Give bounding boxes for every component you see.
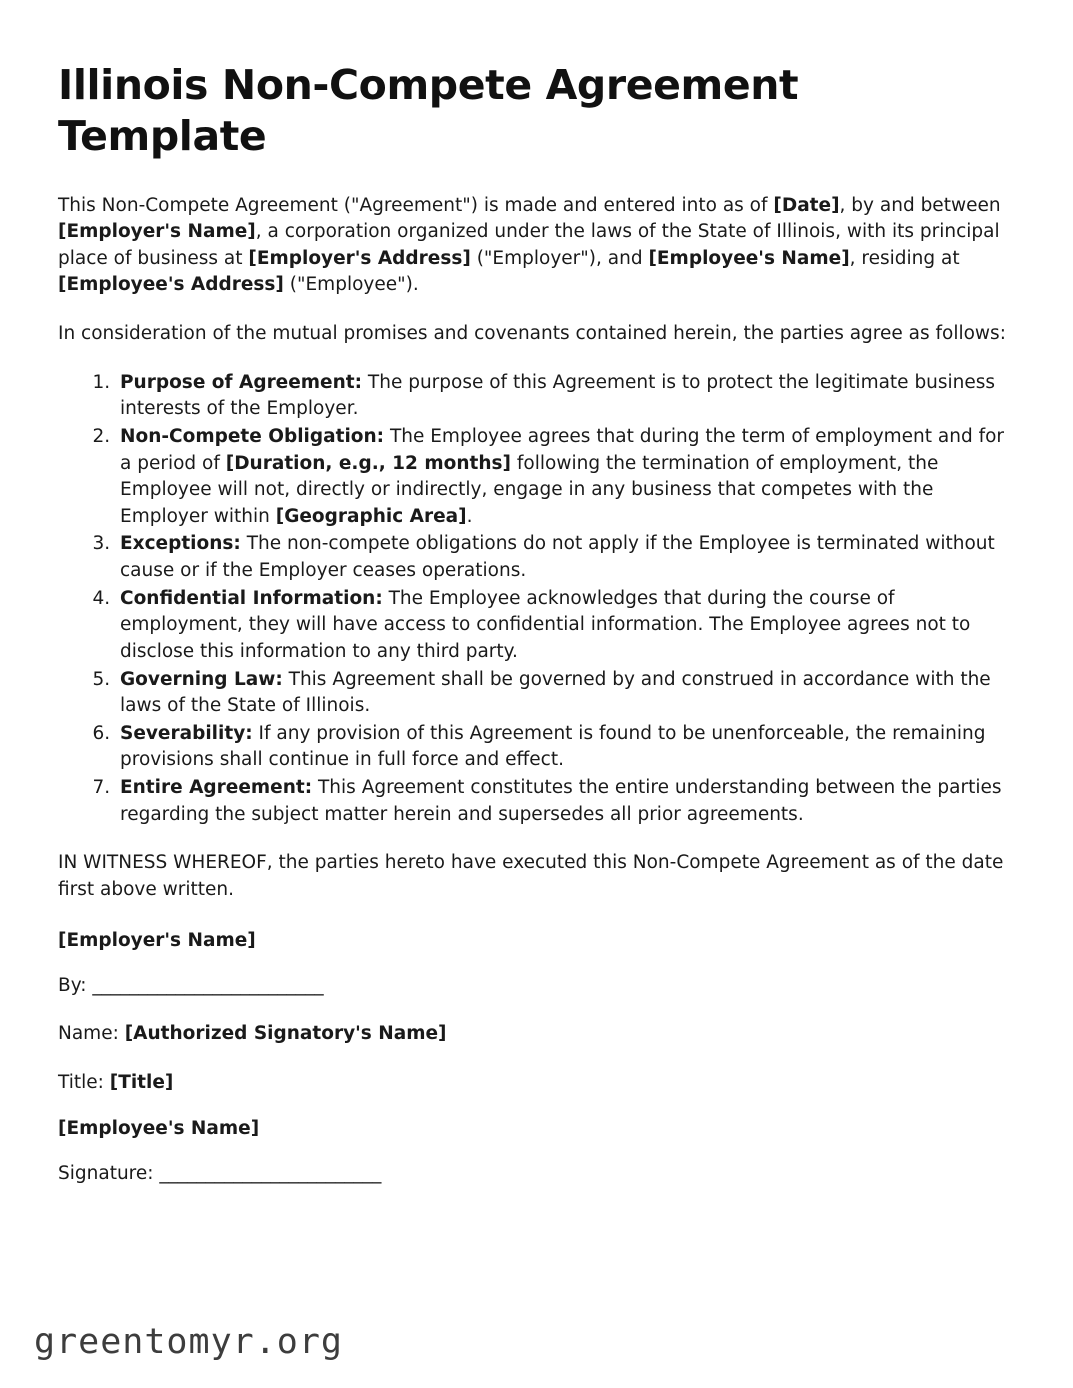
employee-signature-line: Signature: ________________________ bbox=[58, 1163, 382, 1185]
clause-heading: Confidential Information: bbox=[120, 587, 383, 609]
clause-text-a: This Agreement constitutes the entire understanding between the parties regarding the subject matter herein and supersedes all prior agreements. bbox=[120, 777, 1002, 825]
list-item bbox=[116, 424, 1015, 531]
employee-signature-heading: [Employee's Name] bbox=[58, 1118, 260, 1140]
clause-text-a: The Employee acknowledges that during the course of employment, they will have access to confidential information. The Employee agrees not to disclose this information to any third party. bbox=[120, 587, 971, 662]
clause-text-c: . bbox=[466, 505, 473, 527]
clause-text-a: The Employee agrees that during the term of employment and for a period of bbox=[120, 425, 1005, 474]
intro-text-e: , residing at bbox=[849, 247, 960, 269]
clause-text-a: If any provision of this Agreement is found to be unenforceable, the remaining provisions shall continue in full force and effect. bbox=[120, 722, 986, 771]
placeholder-employee-name: [Employee's Name] bbox=[648, 247, 850, 269]
clause-text-a: The non-compete obligations do not apply if the Employee is terminated without cause or if the Employer ceases operations. bbox=[120, 533, 995, 581]
employer-by-line: By: _________________________ bbox=[58, 974, 324, 996]
clause-heading: Governing Law: bbox=[120, 668, 283, 690]
clause-bold-2: [Geographic Area] bbox=[275, 505, 467, 527]
employer-name-line bbox=[58, 1021, 1015, 1048]
clause-heading: Severability: bbox=[120, 722, 253, 744]
placeholder-employer-name: [Employer's Name] bbox=[58, 221, 256, 243]
clause-text-b: following the termination of employment, the Employee will not, directly or indirectly, engage in any business that competes with the Employer within bbox=[120, 452, 939, 527]
clause-list bbox=[58, 370, 1015, 829]
list-item bbox=[116, 721, 1015, 774]
list-item bbox=[116, 531, 1015, 584]
page-title: Illinois Non-Compete Agreement Template bbox=[58, 61, 799, 161]
placeholder-employer-address: [Employer's Address] bbox=[248, 247, 471, 269]
list-item bbox=[116, 586, 1015, 666]
signature-block bbox=[58, 930, 1015, 1189]
intro-paragraph-2: In consideration of the mutual promises and covenants contained herein, the parties agree as follows: bbox=[58, 323, 1006, 344]
placeholder-authorized-signatory: [Authorized Signatory's Name] bbox=[124, 1023, 447, 1045]
clause-heading: Non-Compete Obligation: bbox=[120, 425, 385, 447]
clause-heading: Exceptions: bbox=[120, 533, 241, 555]
clause-heading: Entire Agreement: bbox=[120, 777, 313, 798]
employer-name-label: Name: bbox=[58, 1023, 125, 1045]
placeholder-title: [Title] bbox=[109, 1071, 174, 1093]
list-item bbox=[116, 370, 1015, 423]
clause-heading: Purpose of Agreement: bbox=[120, 371, 363, 393]
intro-text-a: This Non-Compete Agreement ("Agreement") is made and entered into as of bbox=[58, 194, 774, 216]
intro-text-d: ("Employer"), and bbox=[470, 247, 649, 269]
employer-title-line bbox=[58, 1070, 1015, 1097]
list-item bbox=[116, 667, 1015, 720]
intro-text-b: , by and between bbox=[839, 194, 1001, 216]
list-item bbox=[116, 775, 1015, 828]
employer-signature-heading: [Employer's Name] bbox=[58, 929, 256, 951]
intro-text-f: ("Employee"). bbox=[283, 274, 419, 296]
intro-text-c: , a corporation organized under the laws of the State of Illinois, with its principal place of business at bbox=[58, 221, 1000, 269]
intro-paragraph-1 bbox=[58, 193, 1015, 300]
placeholder-date: [Date] bbox=[773, 194, 840, 216]
clause-text-a: The purpose of this Agreement is to protect the legitimate business interests of the Employer. bbox=[120, 371, 996, 420]
clause-text-a: This Agreement shall be governed by and construed in accordance with the laws of the State of Illinois. bbox=[120, 668, 991, 717]
site-watermark: greentomyr.org bbox=[34, 1322, 344, 1362]
clause-bold-1: [Duration, e.g., 12 months] bbox=[225, 452, 512, 474]
witness-paragraph: IN WITNESS WHEREOF, the parties hereto have executed this Non-Compete Agreement as of the date first above written. bbox=[58, 852, 1004, 900]
employer-title-label: Title: bbox=[58, 1071, 110, 1093]
placeholder-employee-address: [Employee's Address] bbox=[58, 274, 284, 296]
